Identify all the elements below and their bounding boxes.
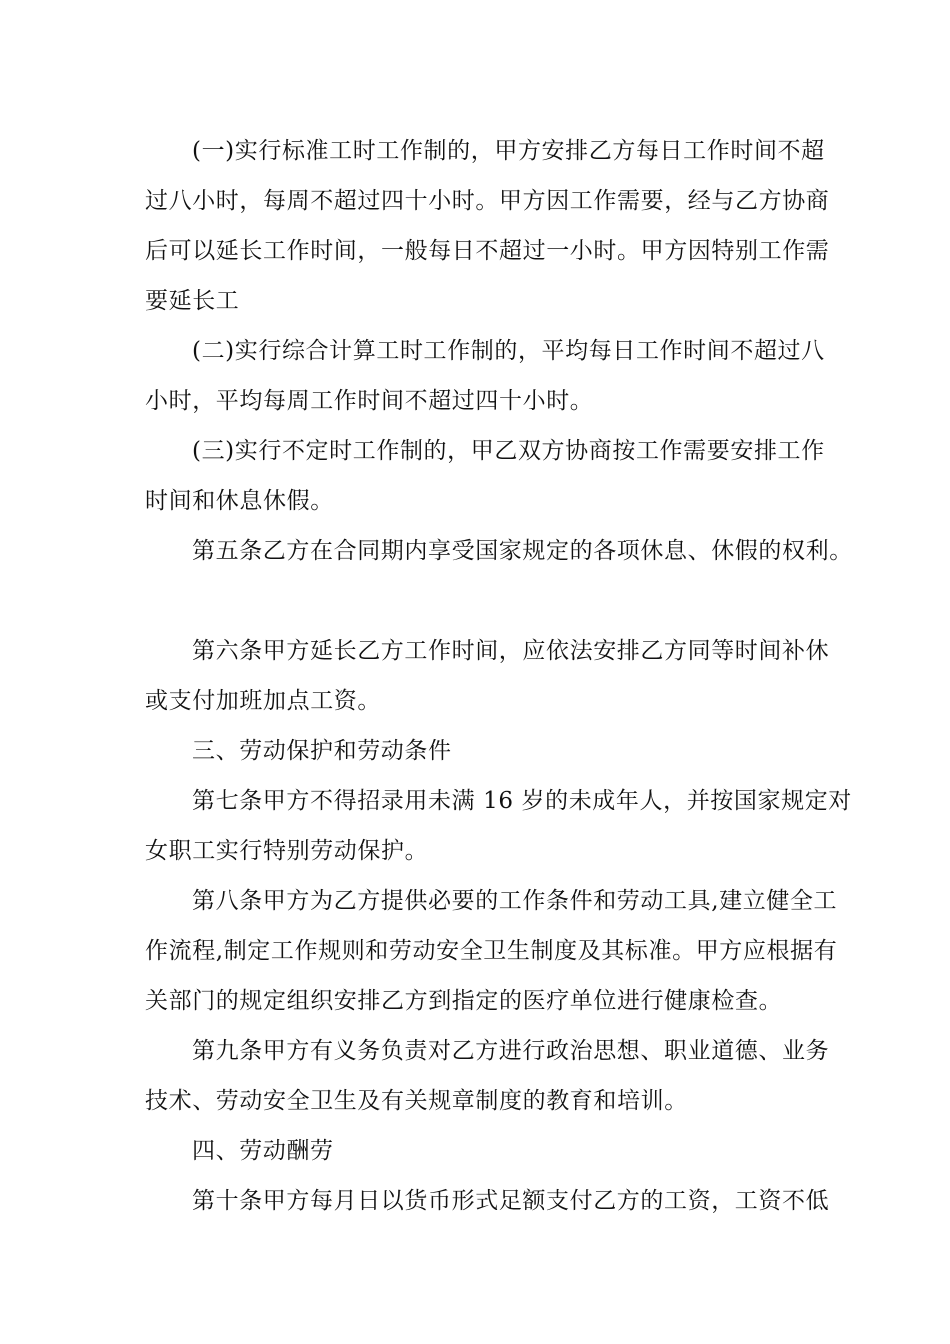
paragraph-line: 后可以延长工作时间，一般每日不超过一小时。甲方因特别工作需 [145,238,830,264]
paragraph-line: (二)实行综合计算工时工作制的，平均每日工作时间不超过八 [192,338,825,364]
paragraph-line: 女职工实行特别劳动保护。 [145,838,429,864]
paragraph-line: 关部门的规定组织安排乙方到指定的医疗单位进行健康检查。 [145,988,783,1014]
paragraph-line: (一)实行标准工时工作制的，甲方安排乙方每日工作时间不超 [192,138,825,164]
paragraph-line: 第十条甲方每月日以货币形式足额支付乙方的工资，工资不低 [192,1188,830,1214]
paragraph-line: 小时，平均每周工作时间不超过四十小时。 [145,388,594,414]
paragraph-line: 第九条甲方有义务负责对乙方进行政治思想、职业道德、业务 [192,1038,830,1064]
paragraph-line: (三)实行不定时工作制的，甲乙双方协商按工作需要安排工作 [192,438,825,464]
paragraph-line: 技术、劳动安全卫生及有关规章制度的教育和培训。 [145,1088,688,1114]
section-heading: 三、劳动保护和劳动条件 [192,738,452,764]
section-heading: 四、劳动酬劳 [192,1138,334,1164]
paragraph-line: 第六条甲方延长乙方工作时间，应依法安排乙方同等时间补休 [192,638,830,664]
paragraph-line: 要延长工 [145,288,240,314]
paragraph-line: 时间和休息休假。 [145,488,334,514]
paragraph-line: 第七条甲方不得招录用未满 16 岁的未成年人，并按国家规定对 [192,788,852,814]
paragraph-line: 作流程,制定工作规则和劳动安全卫生制度及其标准。甲方应根据有 [145,938,838,964]
paragraph-line: 过八小时，每周不超过四十小时。甲方因工作需要，经与乙方协商 [145,188,830,214]
paragraph-line: 第五条乙方在合同期内享受国家规定的各项休息、休假的权利。 [192,538,853,564]
paragraph-line: 第八条甲方为乙方提供必要的工作条件和劳动工具,建立健全工 [192,888,838,914]
paragraph-line: 或支付加班加点工资。 [145,688,381,714]
